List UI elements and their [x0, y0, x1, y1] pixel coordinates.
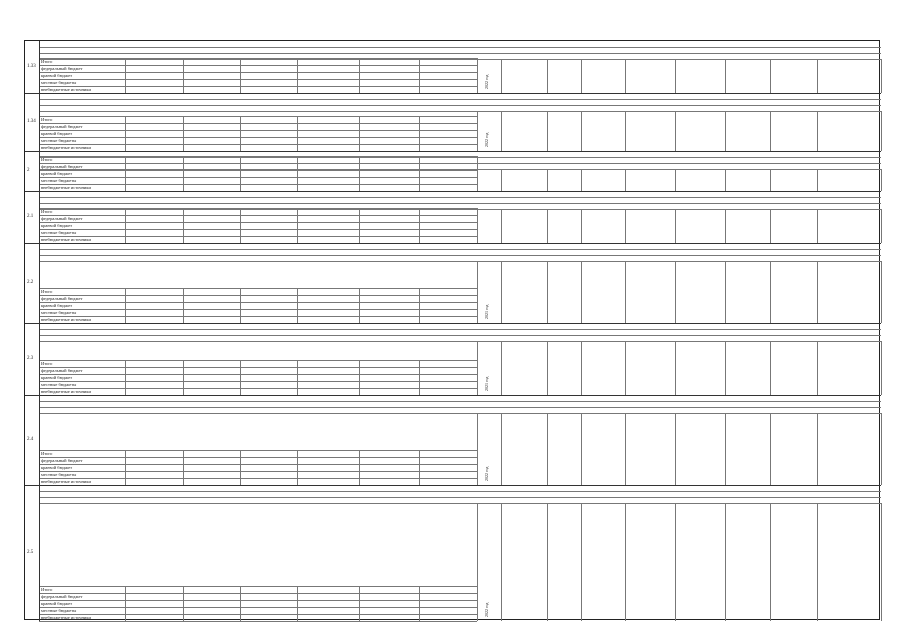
financing-source-label: местные бюджеты [41, 80, 77, 85]
table-rule-v [817, 413, 818, 485]
table-rule-h [39, 329, 881, 330]
financing-source-label: Итого [41, 157, 53, 162]
table-rule-v [501, 59, 502, 93]
financing-source-label: местные бюджеты [41, 138, 77, 143]
table-rule-v [359, 208, 360, 243]
table-rule-v [581, 169, 582, 191]
table-rule-v [501, 341, 502, 395]
financing-source-label: Итого [41, 587, 53, 592]
table-rule-v [183, 58, 184, 93]
table-rule-h [39, 197, 881, 198]
table-rule-h [39, 413, 881, 414]
table-rule-v [419, 156, 420, 191]
implementation-year: 2022 год [484, 466, 489, 481]
table-rule-v [297, 288, 298, 323]
table-rule-h [39, 53, 881, 54]
financing-source-label: краевой бюджет [41, 375, 73, 380]
row-number: 2.4 [27, 437, 34, 442]
table-rule-v [547, 503, 548, 621]
table-rule-v [625, 413, 626, 485]
financing-source-label: внебюджетные источники [41, 389, 91, 394]
table-rule-v [419, 208, 420, 243]
table-rule-v [881, 169, 882, 191]
table-rule-v [817, 261, 818, 323]
table-rule-v [725, 209, 726, 243]
financing-source-label: федеральный бюджет [41, 594, 83, 599]
table-rule-v [881, 413, 882, 485]
table-rule-v [240, 288, 241, 323]
table-rule-v [501, 503, 502, 621]
row-number: 2.3 [27, 356, 34, 361]
table-rule-v [240, 208, 241, 243]
financing-source-label: краевой бюджет [41, 73, 73, 78]
table-rule-h [39, 401, 881, 402]
table-rule-h [25, 395, 881, 396]
table-rule-v [359, 116, 360, 151]
table-rule-v [419, 116, 420, 151]
table-rule-v [625, 169, 626, 191]
table-rule-h [25, 243, 881, 244]
table-rule-v [675, 169, 676, 191]
table-rule-v [240, 58, 241, 93]
table-rule-v [359, 586, 360, 621]
table-rule-v [581, 261, 582, 323]
table-rule-h [39, 209, 881, 210]
financing-source-label: краевой бюджет [41, 171, 73, 176]
table-rule-v [359, 450, 360, 485]
table-rule-v [125, 586, 126, 621]
table-rule-v [675, 341, 676, 395]
financing-source-label: местные бюджеты [41, 472, 77, 477]
table-rule-h [39, 249, 881, 250]
table-rule-h [39, 59, 881, 60]
table-rule-v [881, 111, 882, 151]
table-rule-v [183, 156, 184, 191]
table-rule-h [39, 407, 881, 408]
table-rule-v [817, 59, 818, 93]
financing-source-label: внебюджетные источники [41, 615, 91, 620]
financing-source-label: федеральный бюджет [41, 124, 83, 129]
table-rule-h [25, 485, 881, 486]
table-rule-v [881, 261, 882, 323]
table-rule-v [725, 261, 726, 323]
table-rule-v [297, 450, 298, 485]
financing-source-label: краевой бюджет [41, 303, 73, 308]
table-rule-v [581, 59, 582, 93]
table-rule-v [359, 156, 360, 191]
table-rule-v [581, 413, 582, 485]
table-rule-v [297, 360, 298, 395]
table-rule-v [501, 111, 502, 151]
row-number: 1.33 [27, 64, 36, 69]
row-number: 2.2 [27, 280, 34, 285]
table-rule-h [39, 203, 881, 204]
financing-source-label: местные бюджеты [41, 310, 77, 315]
table-rule-v [359, 58, 360, 93]
table-rule-v [477, 111, 478, 151]
table-rule-v [770, 209, 771, 243]
implementation-year: 2022 год [484, 74, 489, 89]
table-rule-v [477, 261, 478, 323]
table-rule-v [770, 413, 771, 485]
table-rule-v [125, 156, 126, 191]
table-rule-h [25, 191, 881, 192]
implementation-year: 2021 год [484, 376, 489, 391]
table-rule-v [725, 169, 726, 191]
table-rule-v [359, 288, 360, 323]
implementation-year: 2022 год [484, 602, 489, 617]
financing-source-label: местные бюджеты [41, 178, 77, 183]
table-rule-v [581, 341, 582, 395]
table-rule-v [547, 59, 548, 93]
table-rule-v [547, 209, 548, 243]
financing-source-label: Итого [41, 117, 53, 122]
table-rule-h [39, 335, 881, 336]
financing-source-label: краевой бюджет [41, 131, 73, 136]
table-rule-h [25, 323, 881, 324]
table-rule-h [39, 99, 881, 100]
table-rule-h [39, 261, 881, 262]
table-rule-v [675, 503, 676, 621]
table-rule-v [125, 116, 126, 151]
table-rule-v [725, 111, 726, 151]
table-rule-v [240, 450, 241, 485]
financing-source-label: Итого [41, 451, 53, 456]
table-rule-v [125, 360, 126, 395]
table-rule-v [581, 209, 582, 243]
table-rule-v [547, 111, 548, 151]
table-rule-v [770, 503, 771, 621]
table-rule-h [39, 503, 881, 504]
table-rule-v [675, 413, 676, 485]
implementation-year: 2021 год [484, 304, 489, 319]
table-rule-v [183, 586, 184, 621]
table-rule-v [419, 360, 420, 395]
financing-source-label: федеральный бюджет [41, 216, 83, 221]
table-rule-v [625, 341, 626, 395]
table-rule-v [675, 209, 676, 243]
table-rule-v [125, 450, 126, 485]
financing-source-label: краевой бюджет [41, 601, 73, 606]
financing-source-label: федеральный бюджет [41, 296, 83, 301]
table-rule-v [501, 209, 502, 243]
table-rule-v [240, 156, 241, 191]
financing-source-label: внебюджетные источники [41, 317, 91, 322]
table-rule-v [240, 586, 241, 621]
financing-source-label: местные бюджеты [41, 382, 77, 387]
table-rule-v [39, 41, 40, 621]
financing-source-label: Итого [41, 289, 53, 294]
table-rule-v [419, 586, 420, 621]
table-rule-v [675, 261, 676, 323]
table-rule-v [125, 58, 126, 93]
table-rule-v [477, 341, 478, 395]
table-rule-h [39, 47, 881, 48]
table-rule-v [419, 450, 420, 485]
table-rule-v [770, 111, 771, 151]
table-rule-v [725, 59, 726, 93]
financing-source-label: федеральный бюджет [41, 458, 83, 463]
table-rule-v [547, 261, 548, 323]
table-rule-h [39, 621, 477, 622]
financing-source-label: Итого [41, 59, 53, 64]
table-rule-v [817, 111, 818, 151]
table-rule-v [477, 59, 478, 93]
table-rule-v [547, 413, 548, 485]
table-rule-v [501, 169, 502, 191]
table-rule-v [183, 360, 184, 395]
table-rule-v [625, 261, 626, 323]
table-rule-v [183, 116, 184, 151]
table-rule-v [625, 209, 626, 243]
table-rule-v [675, 59, 676, 93]
table-rule-v [359, 360, 360, 395]
table-rule-v [881, 59, 882, 93]
financing-source-label: федеральный бюджет [41, 66, 83, 71]
table-rule-v [477, 503, 478, 621]
table-rule-h [39, 491, 881, 492]
table-rule-v [240, 116, 241, 151]
row-number: 1.34 [27, 119, 36, 124]
table-rule-v [419, 58, 420, 93]
table-rule-v [419, 288, 420, 323]
financing-source-label: местные бюджеты [41, 608, 77, 613]
table-rule-v [770, 341, 771, 395]
financing-source-label: краевой бюджет [41, 223, 73, 228]
table-rule-h [39, 341, 881, 342]
table-rule-h [39, 255, 881, 256]
table-rule-h [25, 93, 881, 94]
table-rule-v [547, 169, 548, 191]
financing-source-label: внебюджетные источники [41, 479, 91, 484]
table-rule-v [817, 209, 818, 243]
table-rule-v [183, 288, 184, 323]
table-rule-v [770, 59, 771, 93]
table-rule-h [25, 151, 881, 152]
financing-source-label: внебюджетные источники [41, 87, 91, 92]
table-rule-v [297, 116, 298, 151]
table-rule-v [770, 261, 771, 323]
table-rule-v [547, 341, 548, 395]
table-rule-v [881, 503, 882, 621]
table-rule-v [770, 169, 771, 191]
financing-source-label: Итого [41, 209, 53, 214]
table-rule-v [183, 450, 184, 485]
financing-source-label: федеральный бюджет [41, 164, 83, 169]
financing-source-label: Итого [41, 361, 53, 366]
row-number: 2.1 [27, 214, 34, 219]
table-rule-v [725, 413, 726, 485]
table-rule-v [817, 169, 818, 191]
table-rule-v [125, 288, 126, 323]
implementation-year: 2022 год [484, 132, 489, 147]
table-rule-v [625, 59, 626, 93]
table-rule-v [625, 503, 626, 621]
table-rule-v [501, 261, 502, 323]
table-rule-v [581, 503, 582, 621]
table-rule-v [297, 156, 298, 191]
table-rule-v [675, 111, 676, 151]
table-rule-h [39, 111, 881, 112]
table-rule-v [817, 503, 818, 621]
financing-source-label: внебюджетные источники [41, 185, 91, 190]
table-rule-h [39, 105, 881, 106]
financing-source-label: внебюджетные источники [41, 145, 91, 150]
table-rule-v [477, 209, 478, 243]
row-number: 2 [27, 168, 30, 173]
table-rule-v [477, 413, 478, 485]
table-rule-v [297, 586, 298, 621]
financing-source-label: внебюджетные источники [41, 237, 91, 242]
row-number: 2.5 [27, 550, 34, 555]
table-rule-v [625, 111, 626, 151]
financing-source-label: федеральный бюджет [41, 368, 83, 373]
table-rule-v [125, 208, 126, 243]
financing-source-label: краевой бюджет [41, 465, 73, 470]
table-rule-v [501, 413, 502, 485]
table-rule-v [817, 341, 818, 395]
financing-source-label: местные бюджеты [41, 230, 77, 235]
table-rule-h [39, 497, 881, 498]
table-rule-v [183, 208, 184, 243]
table-rule-v [725, 341, 726, 395]
table-rule-v [477, 169, 478, 191]
table-rule-v [881, 341, 882, 395]
table-rule-v [581, 111, 582, 151]
register-table [24, 40, 880, 620]
table-rule-v [297, 58, 298, 93]
table-rule-v [881, 209, 882, 243]
table-rule-h [39, 157, 881, 158]
table-rule-v [297, 208, 298, 243]
table-rule-v [240, 360, 241, 395]
table-rule-v [725, 503, 726, 621]
